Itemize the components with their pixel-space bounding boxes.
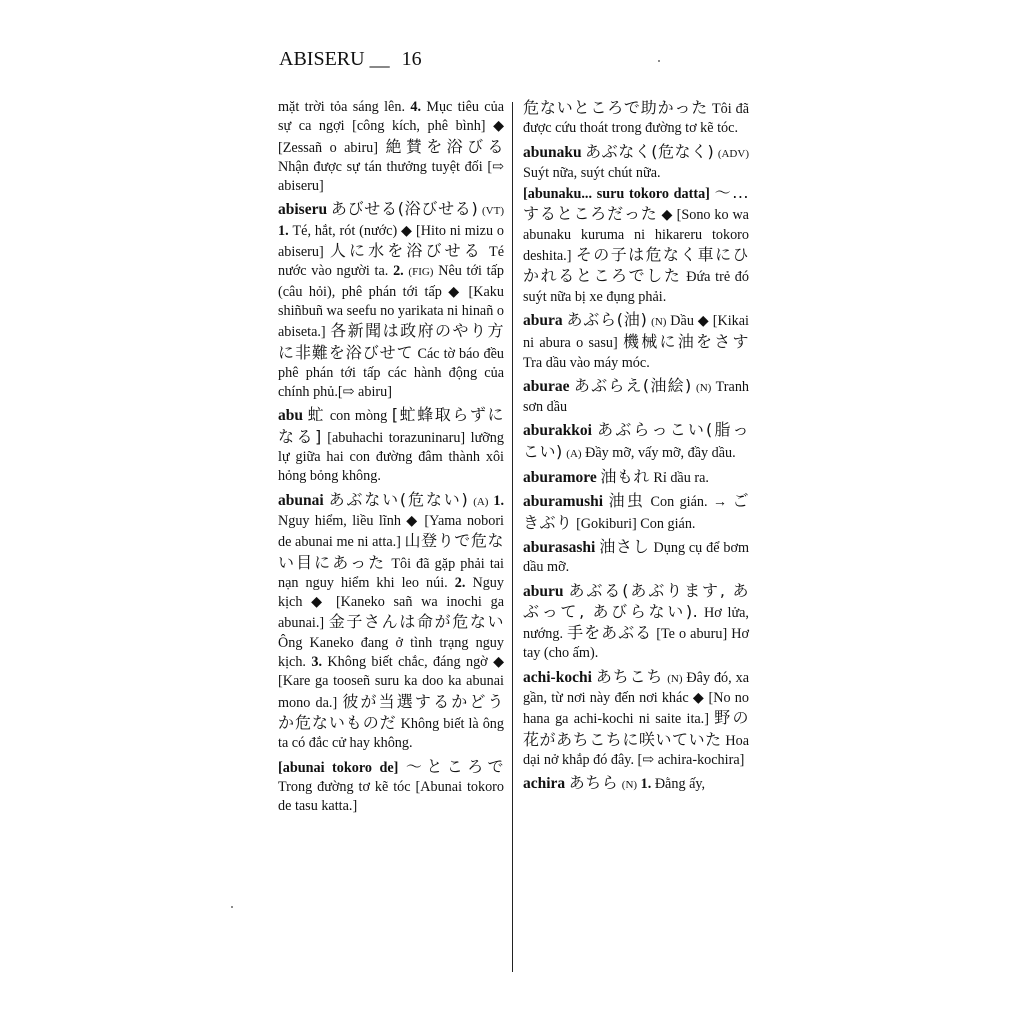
- entry-abiru-continued: [278, 98, 504, 196]
- entry-text: Nhận được sự tán thưởng tuyệt đối [⇨ abiseru]: [278, 158, 504, 195]
- entry-text: Nguy hiểm, liều lĩnh ◆ [Yama nobori de abunai me ni atta.]: [278, 512, 504, 551]
- japanese-example: 手をあぶる: [567, 623, 653, 643]
- japanese-example: 野の花があちこちに咲いていた: [523, 708, 749, 749]
- part-of-speech: (A): [566, 447, 582, 460]
- running-head-word: ABISERU __: [279, 48, 390, 70]
- right-column: [523, 98, 749, 799]
- entry-text: con mòng: [325, 408, 392, 425]
- entry-text: [Te o aburu] Hơ tay (cho ấm).: [523, 626, 749, 662]
- entry-text: Con gián. →: [645, 494, 733, 511]
- headword: abu: [278, 407, 303, 425]
- japanese-example: 人に水を浴びせる: [329, 241, 483, 261]
- sense-number: 1.: [640, 776, 652, 793]
- entry-text: ◆ [Sono ko wa abunaku kuruma ni hikareru tokoro deshita.]: [523, 207, 749, 265]
- headword-kanji: 虻: [307, 405, 326, 425]
- japanese-example: [虻蜂取らずになる]: [278, 405, 505, 446]
- part-of-speech: (A): [473, 495, 489, 508]
- headword-kana: あびせる(浴びせる): [330, 199, 479, 219]
- usage-label: (FIG): [408, 266, 434, 279]
- entry-text: Ông Kaneko đang ở tình trạng nguy kịch.: [278, 634, 504, 671]
- japanese-example: ごきぶり: [523, 491, 749, 532]
- part-of-speech: (ADV): [717, 147, 749, 160]
- entry-text: Tranh sơn dầu: [523, 378, 750, 416]
- headword: abunaku: [523, 143, 582, 161]
- headword-kana: あぶら(油): [566, 309, 648, 329]
- entry-abunai-continued: [523, 98, 749, 139]
- entry-text: Không biết chắc, đáng ngờ ◆ [Kare ga tooseñ suru ka doo ka abunai mono da.]: [278, 654, 504, 711]
- sense-number: 3.: [311, 654, 323, 671]
- headword: achi-kochi: [523, 668, 592, 686]
- page-number: 16: [401, 48, 422, 70]
- entry-text: Tra dầu vào máy móc.: [523, 354, 650, 371]
- japanese-example: その子は危なく車にひかれるところでした: [523, 245, 749, 286]
- entry-text: Rỉ dầu ra.: [649, 470, 709, 487]
- headword: aburamushi: [523, 493, 604, 511]
- entry-text: Nêu tới tấp (câu hỏi), phê phán tới tấp ◆ [Kaku shiñbuñ wa seefu no yarikata ni hinañ o abiseta.]: [278, 263, 504, 341]
- japanese-example: 〜ところで: [405, 756, 505, 776]
- phrase-headword: [abunaku... suru tokoro datta]: [523, 186, 715, 203]
- entry-abunai: [278, 490, 504, 754]
- entry-aburae: [523, 376, 749, 418]
- entry-abu: [278, 405, 504, 486]
- entry-text: Đây đó, xa gần, từ nơi này đến nơi khác ◆ [No no hana ga achi-kochi ni saite ita.]: [523, 669, 750, 728]
- part-of-speech: (N): [651, 315, 667, 328]
- headword: abiseru: [278, 201, 328, 219]
- headword: aburu: [523, 582, 564, 600]
- entry-text: Dụng cụ để bơm dầu mỡ.: [523, 539, 749, 576]
- entry-text: [abuhachi torazuninaru] lưỡng lự giữa hai con đường đâm thành xôi hỏng bỏng không.: [278, 429, 504, 485]
- part-of-speech: (N): [621, 779, 638, 792]
- japanese-example: 〜...するところだった: [523, 183, 750, 224]
- entry-aburamushi: [523, 491, 749, 534]
- headword-kana: あちら: [568, 773, 619, 793]
- headword-kana: あぶなく(危なく): [585, 141, 715, 161]
- japanese-example: 危ないところで助かった: [523, 98, 709, 117]
- entry-text: Đầy mỡ, vấy mỡ, đầy dầu.: [581, 444, 736, 461]
- headword-kana: あぶらえ(油絵): [573, 375, 692, 395]
- part-of-speech: (N): [696, 381, 712, 394]
- headword-kanji: 油もれ: [600, 467, 650, 487]
- headword-kanji: 油さし: [599, 536, 650, 556]
- japanese-example: 機械に油をさす: [622, 332, 749, 352]
- entry-text: mặt trời tỏa sáng lên.: [278, 99, 411, 115]
- sense-number: 4.: [410, 99, 421, 115]
- entry-abiseru: [278, 199, 504, 402]
- entry-text: Mục tiêu của sự ca ngợi [công kích, phê bình] ◆ [Zessañ o abiru]: [278, 99, 504, 156]
- page-header: [279, 48, 422, 71]
- entry-text: Các tờ báo đều phê phán tới tấp các hành động của chính phủ.[⇨ abiru]: [278, 345, 504, 401]
- entry-text: Hoa dại nở khắp đó đây. [⇨ achira-kochira]: [523, 732, 749, 768]
- sense-number: 1.: [278, 222, 289, 239]
- entry-text: Trong đường tơ kẽ tóc [Abunai tokoro de tasu katta.]: [278, 778, 504, 815]
- entry-abunaku: [523, 142, 749, 307]
- japanese-example: 各新聞は政府のやり方に非難を浴びせて: [278, 321, 504, 362]
- headword-kana: あちこち: [595, 666, 664, 686]
- sense-number: 2.: [454, 574, 466, 591]
- entry-text: Nguy kịch ◆ [Kaneko sañ wa inochi ga abunai.]: [278, 574, 504, 632]
- entry-text: Không biết là ông ta có đắc cử hay không.: [278, 715, 504, 752]
- column-divider: [512, 102, 513, 972]
- entry-text: Dầu ◆ [Kikai ni abura o sasu]: [523, 312, 749, 352]
- japanese-example: 金子さんは命が危ない: [328, 612, 504, 632]
- entry-text: [Gokiburi] Con gián.: [572, 515, 696, 532]
- sense-number: 1.: [493, 492, 504, 509]
- entry-achira: [523, 773, 749, 795]
- entry-abura: [523, 310, 749, 373]
- entry-aburakkoi: [523, 420, 749, 464]
- entry-achi-kochi: [523, 667, 749, 770]
- part-of-speech: (N): [667, 672, 683, 685]
- sense-number: 2.: [393, 263, 404, 280]
- entry-text: Hơ lửa, nướng.: [523, 604, 749, 643]
- entry-abunai-tokoro-de: [278, 757, 504, 817]
- headword: aburakkoi: [523, 422, 592, 440]
- scan-speck: [658, 60, 660, 62]
- headword-kanji: 油虫: [608, 491, 646, 511]
- left-column: [278, 98, 504, 819]
- entry-aburasashi: [523, 537, 749, 578]
- entry-text: Té, hắt, rót (nước) ◆ [Hito ni mizu o abiseru]: [278, 222, 504, 261]
- entry-aburu: [523, 581, 749, 664]
- entry-text: Đằng ấy,: [651, 776, 706, 793]
- entry-text: Đứa trẻ đó suýt nữa bị xe đụng phải.: [523, 269, 749, 305]
- headword-kana: あぶらっこい(脂っこい): [523, 420, 750, 461]
- headword-kana: あぶる(あぶります, あぶって, あびらない).: [523, 580, 750, 621]
- part-of-speech: (VT): [482, 205, 505, 218]
- entry-aburamore: [523, 467, 749, 488]
- entry-text: Tôi đã được cứu thoát trong đường tơ kẽ tóc.: [523, 101, 749, 137]
- entry-text: Suýt nữa, suýt chút nữa.: [523, 164, 661, 181]
- headword-kana: あぶない(危ない): [328, 489, 469, 509]
- japanese-example: 彼が当選するかどうか危ないものだ: [278, 691, 504, 732]
- headword: aburae: [523, 377, 570, 395]
- headword: aburasashi: [523, 538, 596, 556]
- japanese-example: 絶賛を浴びる: [385, 136, 504, 156]
- headword: abunai: [278, 491, 324, 509]
- phrase-headword: [abunai tokoro de]: [278, 759, 406, 776]
- entry-text: Tôi đã gặp phải tai nạn nguy hiểm khi leo núi.: [278, 555, 505, 591]
- headword: aburamore: [523, 469, 597, 487]
- entry-text: Té nước vào người ta.: [278, 244, 504, 280]
- headword: abura: [523, 311, 563, 329]
- headword: achira: [523, 775, 566, 793]
- japanese-example: 山登りで危ない目にあった: [278, 531, 504, 572]
- scan-speck: [231, 906, 233, 908]
